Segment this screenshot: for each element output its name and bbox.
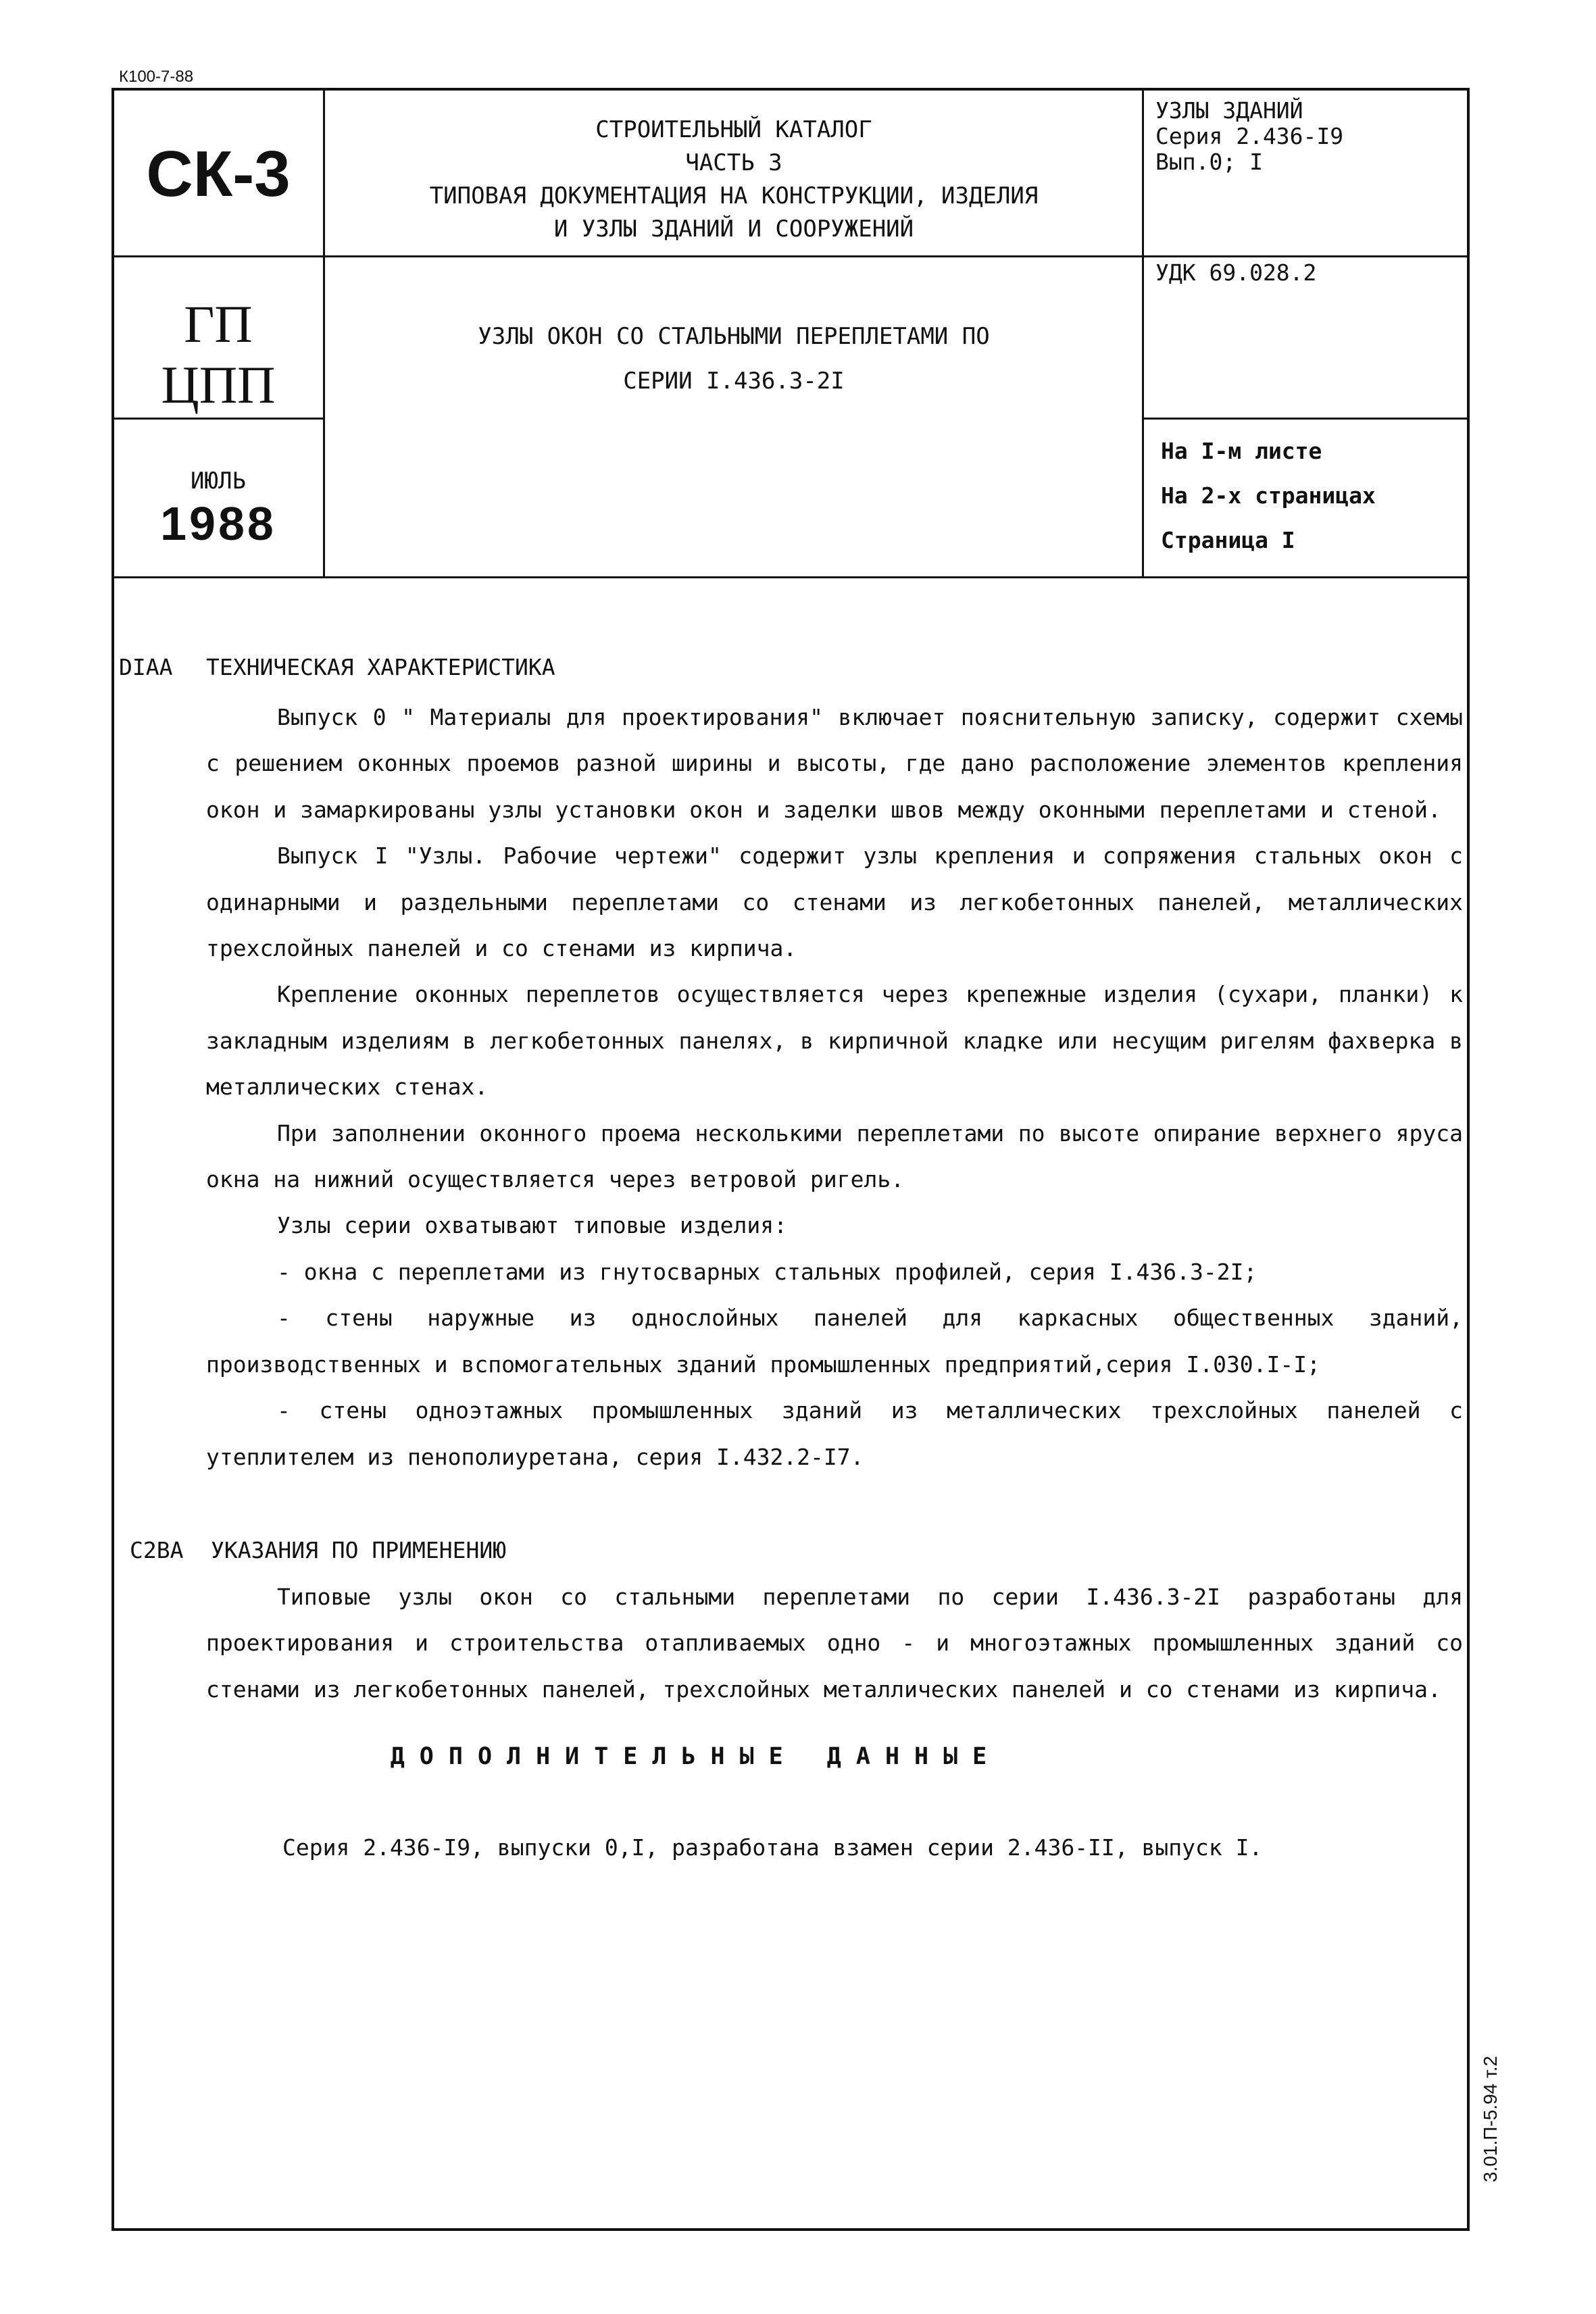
sheet-info-line: На 2-х страницах xyxy=(1161,482,1376,509)
section-body xyxy=(206,695,1463,1480)
section-heading: ТЕХНИЧЕСКАЯ ХАРАКТЕРИСТИКА xyxy=(206,654,555,680)
catalog-title-line: ЧАСТЬ 3 xyxy=(685,149,782,176)
series-line: Вып.0; I xyxy=(1155,149,1263,175)
side-document-code: 3.01.П-5.94 т.2 xyxy=(1480,2055,1501,2182)
paragraph: Крепление оконных переплетов осуществляется через крепежные изделия (сухари, планки) к закладным изделиям в легкобетонных панелях, в кирпичной кладке или несущим ригелям фахверка в металлических стенах. xyxy=(206,981,1463,1101)
catalog-title-line: СТРОИТЕЛЬНЫЙ КАТАЛОГ xyxy=(595,116,872,143)
sheet-info-line: Страница I xyxy=(1161,527,1295,553)
document-title xyxy=(324,314,1143,403)
left-column-divider xyxy=(111,418,324,420)
paragraph: Выпуск I "Узлы. Рабочие чертежи" содержит узлы крепления и сопряжения стальных окон с одинарными и раздельными переплетами со стенами из легкобетонных панелей, металлических трехслойных панелей и со стенами из кирпича. xyxy=(206,842,1463,962)
document-title-line: УЗЛЫ ОКОН СО СТАЛЬНЫМИ ПЕРЕПЛЕТАМИ ПО xyxy=(478,323,990,350)
udk-code: УДК 69.028.2 xyxy=(1155,259,1317,286)
series-block xyxy=(1155,98,1343,175)
header-divider-1 xyxy=(111,255,1470,257)
issue-year: 1988 xyxy=(160,497,276,550)
series-line: УЗЛЫ ЗДАНИЙ xyxy=(1155,97,1303,124)
list-item: - стены одноэтажных промышленных зданий из металлических трехслойных панелей с утеплителем из пенополиуретана, серия I.432.2-I7. xyxy=(206,1397,1463,1470)
issue-month: ИЮЛЬ xyxy=(191,468,246,495)
paragraph: Выпуск 0 " Материалы для проектирования" включает пояснительную записку, содержит схемы с решением оконных проемов разной ширины и высоты, где дано расположение элементов крепления окон и замаркированы узлы установки окон и заделки швов между оконными переплетами и стеной. xyxy=(206,704,1463,823)
organization-line-1: ГП xyxy=(184,295,253,353)
catalog-title xyxy=(324,114,1143,246)
paragraph: Узлы серии охватывают типовые изделия: xyxy=(277,1212,787,1239)
paragraph: Типовые узлы окон со стальными переплетами по серии I.436.3-2I разработаны для проектирования и строительства отапливаемых одно - и многоэтажных промышленных зданий со стенами из легкобетонных панелей, трехслойных металлических панелей и со стенами из кирпича. xyxy=(206,1584,1463,1703)
document-code-top: К100-7-88 xyxy=(119,68,194,86)
list-item: - окна с переплетами из гнутосварных стальных профилей, серия I.436.3-2I; xyxy=(277,1258,1257,1285)
section-code: DIAA xyxy=(119,654,173,680)
sheet-info xyxy=(1161,429,1376,563)
catalog-title-line: ТИПОВАЯ ДОКУМЕНТАЦИЯ НА КОНСТРУКЦИИ, ИЗДЕЛИЯ xyxy=(429,182,1039,209)
additional-heading: ДОПОЛНИТЕЛЬНЫЕ ДАННЫЕ xyxy=(390,1743,1002,1770)
section-code: C2BA xyxy=(130,1537,184,1563)
paragraph: При заполнении оконного проема несколькими переплетами по высоте опирание верхнего яруса окна на нижний осуществляется через ветровой ригель. xyxy=(206,1120,1463,1193)
header-bottom-border xyxy=(111,576,1470,578)
section-heading: УКАЗАНИЯ ПО ПРИМЕНЕНИЮ xyxy=(211,1537,507,1563)
series-line: Серия 2.436-I9 xyxy=(1155,123,1344,149)
organization-line-2: ЦПП xyxy=(161,355,276,414)
section-body xyxy=(206,1574,1463,1713)
sheet-info-line: На I-м листе xyxy=(1161,438,1322,464)
document-title-line: СЕРИИ I.436.3-2I xyxy=(623,368,845,395)
additional-text: Серия 2.436-I9, выпуски 0,I, разработана взамен серии 2.436-II, выпуск I. xyxy=(282,1834,1263,1861)
right-column-divider xyxy=(1143,418,1470,420)
organization-block xyxy=(114,294,323,415)
list-item: - стены наружные из однослойных панелей для каркасных общественных зданий, производственных и вспомогательных зданий промышленных предприятий,серия I.030.I-I; xyxy=(206,1305,1463,1378)
catalog-title-line: И УЗЛЫ ЗДАНИЙ И СООРУЖЕНИЙ xyxy=(553,216,914,243)
catalog-code: СК-3 xyxy=(146,138,291,210)
